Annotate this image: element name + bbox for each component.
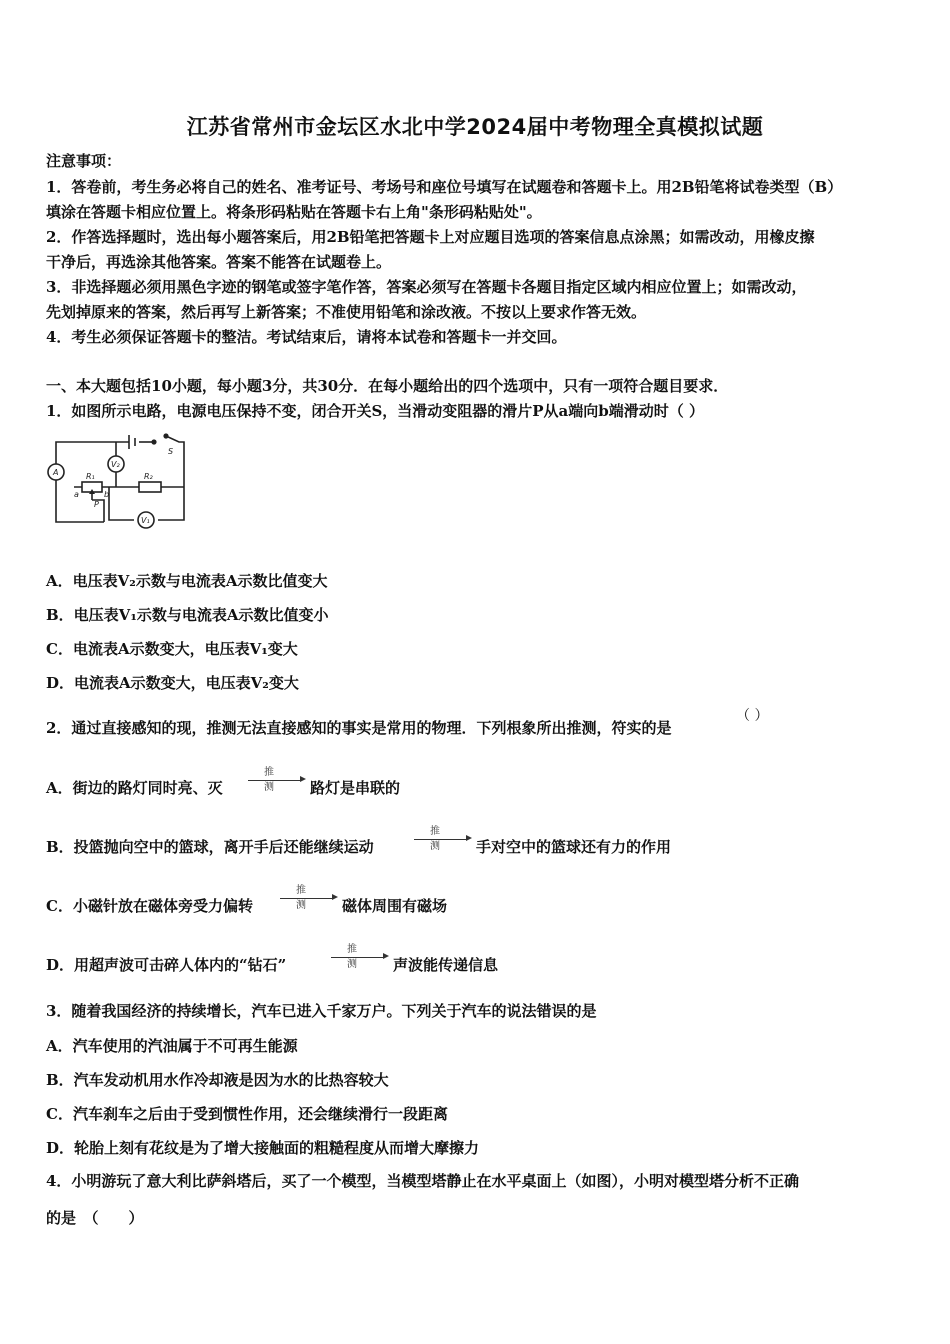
infer-arrow-label: 推测 [347,944,357,970]
question-3-stem: 3．随着我国经济的持续增长，汽车已进入千家万户。下列关于汽车的说法错误的是 [46,1002,597,1020]
q2-option-d-left: D．用超声波可击碎人体内的“钻石” [46,956,287,974]
q3-option-c: C．汽车刹车之后由于受到惯性作用，还会继续滑行一段距离 [46,1105,448,1123]
question-2-stem: 2．通过直接感知的现，推测无法直接感知的事实是常用的物理．下列根象所出推测，符实的是 [46,719,672,737]
v1-label: V₁ [141,516,150,525]
notice-line: 填涂在答题卡相应位置上。将条形码粘贴在答题卡右上角"条形码粘贴处"。 [46,203,542,221]
terminal-a-label: a [74,490,79,499]
q1-option-d: D．电流表A示数变大，电压表V₂变大 [46,674,299,692]
section-heading: 一、本大题包括10小题，每小题3分，共30分．在每小题给出的四个选项中，只有一项符合题目要求． [46,377,729,395]
notice-heading: 注意事项： [46,152,122,170]
infer-arrow-label: 推测 [430,826,440,852]
notice-line: 先划掉原来的答案，然后再写上新答案；不准使用铅笔和涂改液。不按以上要求作答无效。 [46,303,647,321]
q2-option-a-left: A．街边的路灯同时亮、灭 [46,779,223,797]
q2-option-d-right: 声波能传递信息 [393,956,499,974]
question-2-paren: （ ） [736,708,769,724]
q2-option-c-right: 磁体周围有磁场 [342,897,448,915]
question-1-stem: 1．如图所示电路，电源电压保持不变，闭合开关S，当滑动变阻器的滑片P从a端向b端滑动时（ ） [46,402,704,420]
q3-option-d: D．轮胎上刻有花纹是为了增大接触面的粗糙程度从而增大摩擦力 [46,1139,480,1157]
v2-label: V₂ [111,460,120,469]
notice-line: 3．非选择题必须用黑色字迹的钢笔或签字笔作答，答案必须写在答题卡各题目指定区域内相应位置上；如需改动， [46,278,807,296]
q1-option-a: A．电压表V₂示数与电流表A示数比值变大 [46,572,328,590]
ammeter-label: A [53,468,59,477]
q3-option-a: A．汽车使用的汽油属于不可再生能源 [46,1037,298,1055]
circuit-diagram [44,432,189,532]
q2-option-b-right: 手对空中的篮球还有力的作用 [476,838,672,856]
question-4-stem-line2: 的是 （ ） [46,1209,144,1227]
r1-label: R₁ [86,472,95,481]
notice-line: 4．考生必须保证答题卡的整洁。考试结束后，请将本试卷和答题卡一并交回。 [46,328,567,346]
q2-option-c-left: C．小磁针放在磁体旁受力偏转 [46,897,253,915]
question-4-stem-line1: 4．小明游玩了意大利比萨斜塔后，买了一个模型，当模型塔静止在水平桌面上（如图），小明对模型塔分析不正确 [46,1172,799,1190]
notice-line: 1．答卷前，考生务必将自己的姓名、准考证号、考场号和座位号填写在试题卷和答题卡上。用2B铅笔将试卷类型（B） [46,178,843,196]
infer-arrow-label: 推测 [296,885,306,911]
switch-label: S [168,447,174,456]
infer-arrow-label: 推测 [264,767,274,793]
q1-option-b: B．电压表V₁示数与电流表A示数比值变小 [46,606,329,624]
notice-line: 2．作答选择题时，选出每小题答案后，用2B铅笔把答题卡上对应题目选项的答案信息点涂黑；如需改动，用橡皮擦 [46,228,815,246]
terminal-b-label: b [104,490,110,499]
q2-option-b-left: B．投篮抛向空中的篮球，离开手后还能继续运动 [46,838,374,856]
q3-option-b: B．汽车发动机用水作冷却液是因为水的比热容较大 [46,1071,389,1089]
page-title: 江苏省常州市金坛区水北中学2024届中考物理全真模拟试题 [186,115,764,139]
notice-line: 干净后，再选涂其他答案。答案不能答在试题卷上。 [46,253,392,271]
q2-option-a-right: 路灯是串联的 [310,779,401,797]
q1-option-c: C．电流表A示数变大，电压表V₁变大 [46,640,298,658]
slider-p-label: P [94,500,99,509]
r2-label: R₂ [144,472,153,481]
